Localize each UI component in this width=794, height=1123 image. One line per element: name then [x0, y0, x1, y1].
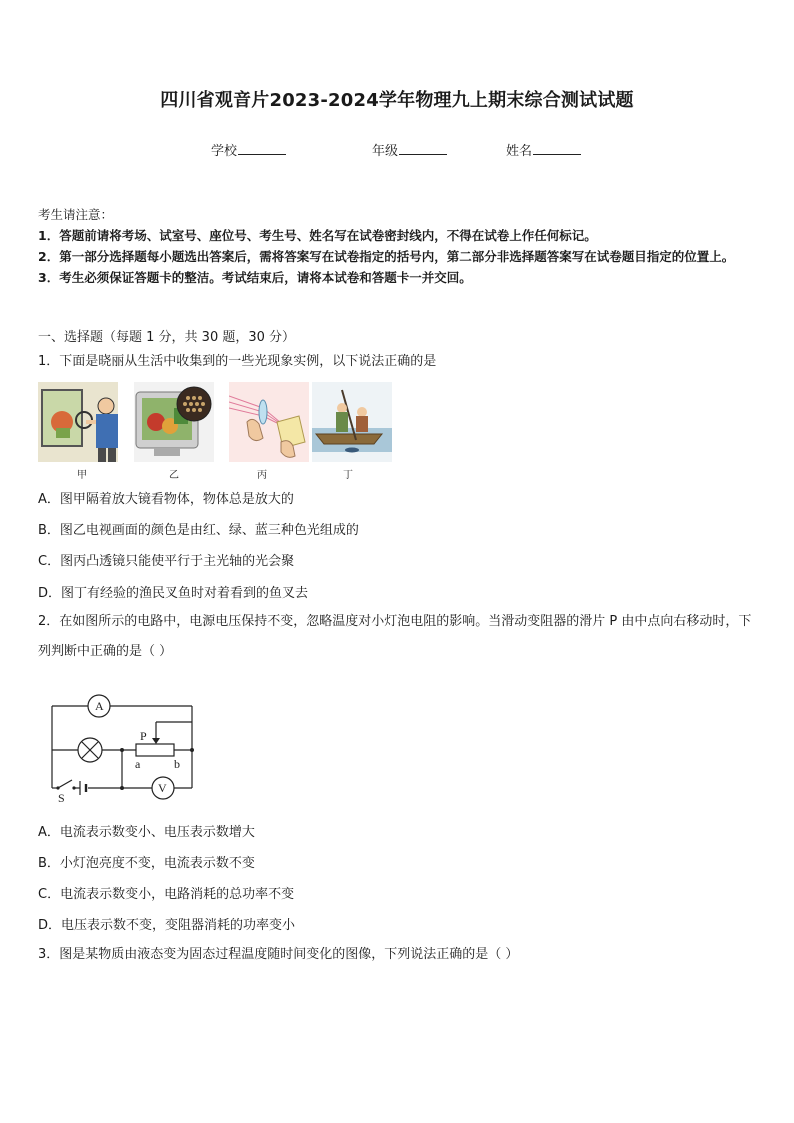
page-title: 四川省观音片2023-2024学年物理九上期末综合测试试题 — [160, 90, 634, 111]
question-2-option-a: A．电流表示数变小、电压表示数增大 — [38, 825, 255, 840]
ammeter-label: A — [95, 699, 104, 713]
grade-blank — [399, 141, 447, 155]
school-label: 学校 — [211, 144, 238, 159]
notice-heading: 考生请注意： — [38, 207, 114, 222]
grade-label: 年级 — [372, 144, 399, 159]
rheostat-end-b-label: b — [174, 757, 180, 771]
voltmeter-label: V — [158, 781, 167, 795]
name-label: 姓名 — [506, 144, 533, 159]
rheostat-end-a-label: a — [135, 757, 141, 771]
question-1-option-d: D．图丁有经验的渔民叉鱼时对着看到的鱼叉去 — [38, 586, 309, 601]
question-1-stem: 1．下面是晓丽从生活中收集到的一些光现象实例，以下说法正确的是 — [38, 354, 437, 369]
question-2-option-b: B．小灯泡亮度不变，电流表示数不变 — [38, 856, 255, 871]
student-info-line — [0, 140, 794, 160]
question-3-stem: 3．图是某物质由液态变为固态过程温度随时间变化的图像，下列说法正确的是（ ） — [38, 947, 519, 962]
figure-yi-tv-image — [134, 382, 214, 462]
figure-bing-lens-image — [229, 382, 309, 462]
slider-label: P — [140, 729, 147, 743]
caption-jia: 甲 — [77, 470, 87, 481]
caption-ding: 丁 — [343, 470, 353, 481]
name-field — [506, 140, 581, 159]
exam-notice — [38, 204, 760, 288]
figure-jia-magnifier-image — [38, 382, 118, 462]
figure-ding-fisherman-image — [312, 382, 392, 462]
school-blank — [238, 141, 286, 155]
question-1-option-c: C．图丙凸透镜只能使平行于主光轴的光会聚 — [38, 554, 295, 569]
name-blank — [533, 141, 581, 155]
notice-item-1: 1．答题前请将考场、试室号、座位号、考生号、姓名写在试卷密封线内，不得在试卷上作任何标记。 — [38, 228, 597, 243]
school-field — [211, 140, 286, 159]
caption-bing: 丙 — [257, 470, 267, 481]
question-1-option-a: A．图甲隔着放大镜看物体，物体总是放大的 — [38, 492, 294, 507]
question-2-option-d: D．电压表示数不变，变阻器消耗的功率变小 — [38, 918, 296, 933]
section-title: 一、选择题（每题 1 分，共 30 题，30 分） — [38, 330, 296, 345]
switch-label: S — [58, 791, 65, 805]
question-2-stem: 2．在如图所示的电路中，电源电压保持不变，忽略温度对小灯泡电阻的影响。当滑动变阻器的滑片 P 由中点向右移动时，下列判断中正确的是（ ） — [38, 614, 752, 659]
question-1-figures — [38, 382, 388, 481]
caption-yi: 乙 — [169, 470, 179, 481]
notice-item-3: 3．考生必须保证答题卡的整洁。考试结束后，请将本试卷和答题卡一并交回。 — [38, 270, 472, 285]
grade-field — [372, 140, 447, 159]
question-2-circuit-diagram — [44, 690, 204, 806]
notice-item-2: 2．第一部分选择题每小题选出答案后，需将答案写在试卷指定的括号内，第二部分非选择题答案写在试卷题目指定的位置上。 — [38, 249, 735, 264]
question-2-option-c: C．电流表示数变小，电路消耗的总功率不变 — [38, 887, 295, 902]
question-1-option-b: B．图乙电视画面的颜色是由红、绿、蓝三种色光组成的 — [38, 523, 359, 538]
